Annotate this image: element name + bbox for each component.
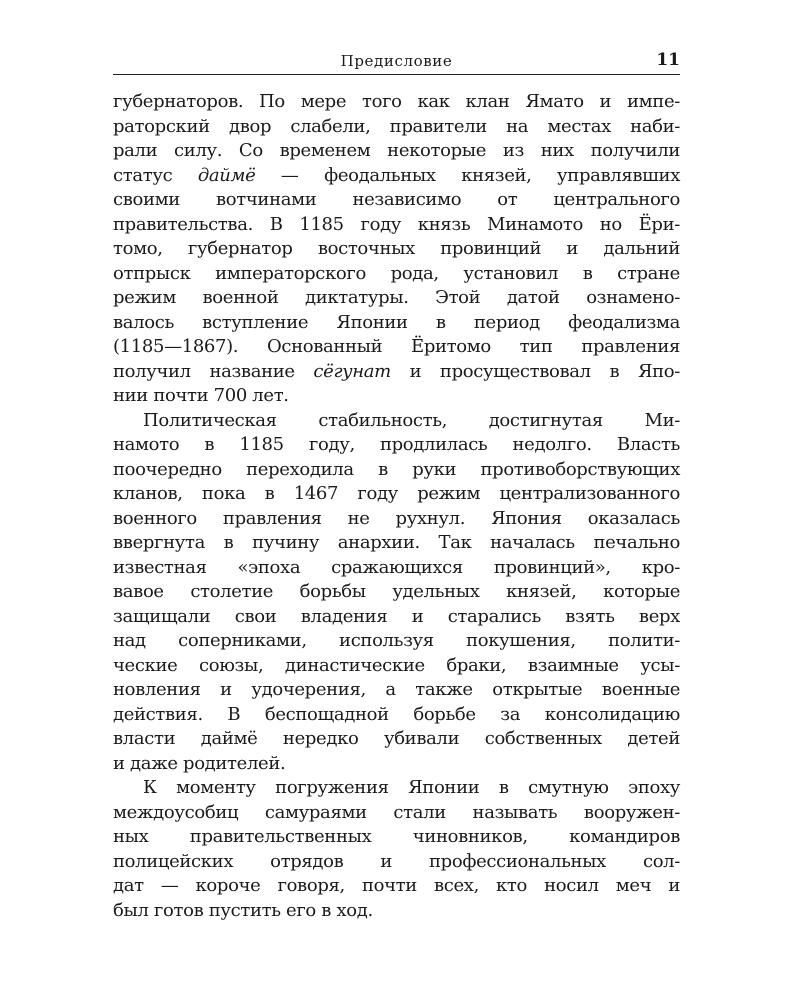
text-line: над соперниками, используя покушения, полити-: [113, 630, 680, 651]
text-line: полицейских отрядов и профессиональных сол-: [113, 850, 680, 872]
emphasis-term: сёгунат: [313, 360, 391, 382]
text-run: и просуществовал в Япо-: [390, 360, 680, 382]
paragraph-start-line: К моменту погружения Японии в смутную эпоху: [143, 777, 680, 798]
text-line: ческие союзы, династические браки, взаимные усы-: [113, 654, 680, 676]
text-line: действия. В беспощадной борьбе за консолидацию: [113, 703, 680, 725]
text-line: и даже родителей.: [113, 752, 286, 774]
text-line: междоусобиц самураями стали называть вооружен-: [113, 801, 680, 823]
text-line: новления и удочерения, а также открытые военные: [113, 679, 680, 700]
text-line: раторский двор слабели, правители на местах наби-: [113, 115, 680, 137]
text-run: статус: [113, 164, 198, 186]
text-line: защищали свои владения и старались взять верх: [113, 605, 680, 627]
text-line: отпрыск императорского рода, установил в стране: [113, 262, 680, 284]
text-line: военного правления не рухнул. Япония оказалась: [113, 507, 680, 529]
running-head: [113, 50, 680, 75]
text-run: получил название: [113, 360, 314, 382]
text-run: — феодальных князей, управлявших: [255, 164, 680, 186]
paragraph-start-line: Политическая стабильность, достигнутая Ми-: [143, 409, 680, 431]
text-line: рали силу. Со временем некоторые из них получили: [113, 140, 680, 161]
text-line: [113, 360, 680, 385]
text-line: томо, губернатор восточных провинций и дальний: [113, 238, 680, 259]
text-line: губернаторов. По мере того как клан Ямато и импе-: [113, 91, 680, 112]
text-line: (1185—1867). Основанный Ёритомо тип правления: [113, 336, 680, 357]
text-line: намото в 1185 году, продлилась недолго. Власть: [113, 434, 680, 455]
text-line: своими вотчинами независимо от центрального: [113, 189, 680, 210]
text-line: власти даймё нередко убивали собственных детей: [113, 728, 680, 749]
text-line: кланов, пока в 1467 году режим централизованного: [113, 483, 680, 504]
text-line: правительства. В 1185 году князь Минамото но Ёри-: [113, 213, 680, 235]
text-line: известная «эпоха сражающихся провинций», кро-: [113, 556, 680, 578]
chapter-title: Предисловие: [340, 52, 453, 70]
text-line: ввергнута в пучину анархии. Так началась печально: [113, 532, 680, 553]
text-line: [113, 164, 680, 189]
text-line: вавое столетие борьбы удельных князей, которые: [113, 581, 680, 602]
body-text: [113, 90, 680, 923]
text-line: был готов пустить его в ход.: [113, 899, 373, 921]
text-line: ных правительственных чиновников, командиров: [113, 826, 680, 847]
text-line: дат — короче говоря, почти всех, кто носил меч и: [113, 875, 680, 896]
text-line: поочередно переходила в руки противоборствующих: [113, 458, 680, 480]
emphasis-term: даймё: [197, 164, 256, 186]
text-line: нии почти 700 лет.: [113, 385, 289, 406]
text-line: валось вступление Японии в период феодализма: [113, 311, 680, 333]
text-line: режим военной диктатуры. Этой датой ознамено-: [113, 287, 680, 308]
page-number: 11: [656, 50, 680, 70]
